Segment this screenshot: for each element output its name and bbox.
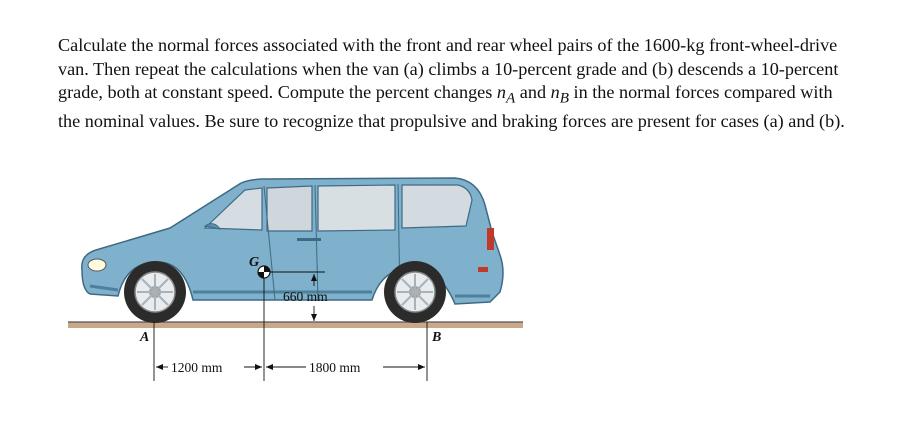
dim-height-label: 660 mm — [283, 289, 328, 304]
problem-text-part-1: Calculate the normal forces associated with the front and rear wheel pairs of the 1600-kg front-wheel-drive van. Then repeat the calculations when the van (a) climbs a 10-percent grade and (b) descends a 10-percent grade, both at constant speed. Compute the percent changes — [58, 35, 839, 102]
rear-window — [402, 185, 472, 228]
dim-right — [266, 360, 425, 375]
dim-right-label: 1800 mm — [309, 360, 361, 375]
taillight — [487, 228, 494, 250]
problem-text-and: and — [515, 82, 551, 102]
dim-left — [156, 360, 262, 375]
label-b: B — [432, 330, 442, 345]
headlight — [88, 259, 106, 271]
var-na-subscript: A — [505, 89, 516, 107]
problem-text-part-2: in the normal forces compared with the nominal values. Be sure to recognize that propulsive and braking forces are present for cases (a) and (b). — [58, 82, 845, 132]
var-nb-subscript: B — [559, 89, 569, 107]
var-nb: $n_B$ — [550, 82, 569, 107]
front-door-window — [267, 186, 312, 231]
var-na: $n_A$ — [496, 82, 516, 107]
label-a: A — [140, 330, 150, 345]
sliding-door-window — [318, 185, 395, 231]
rear-wheel — [384, 261, 446, 323]
ground — [68, 322, 523, 328]
label-g: G — [249, 255, 260, 270]
dim-left-label: 1200 mm — [171, 360, 223, 375]
front-wheel — [124, 261, 186, 323]
